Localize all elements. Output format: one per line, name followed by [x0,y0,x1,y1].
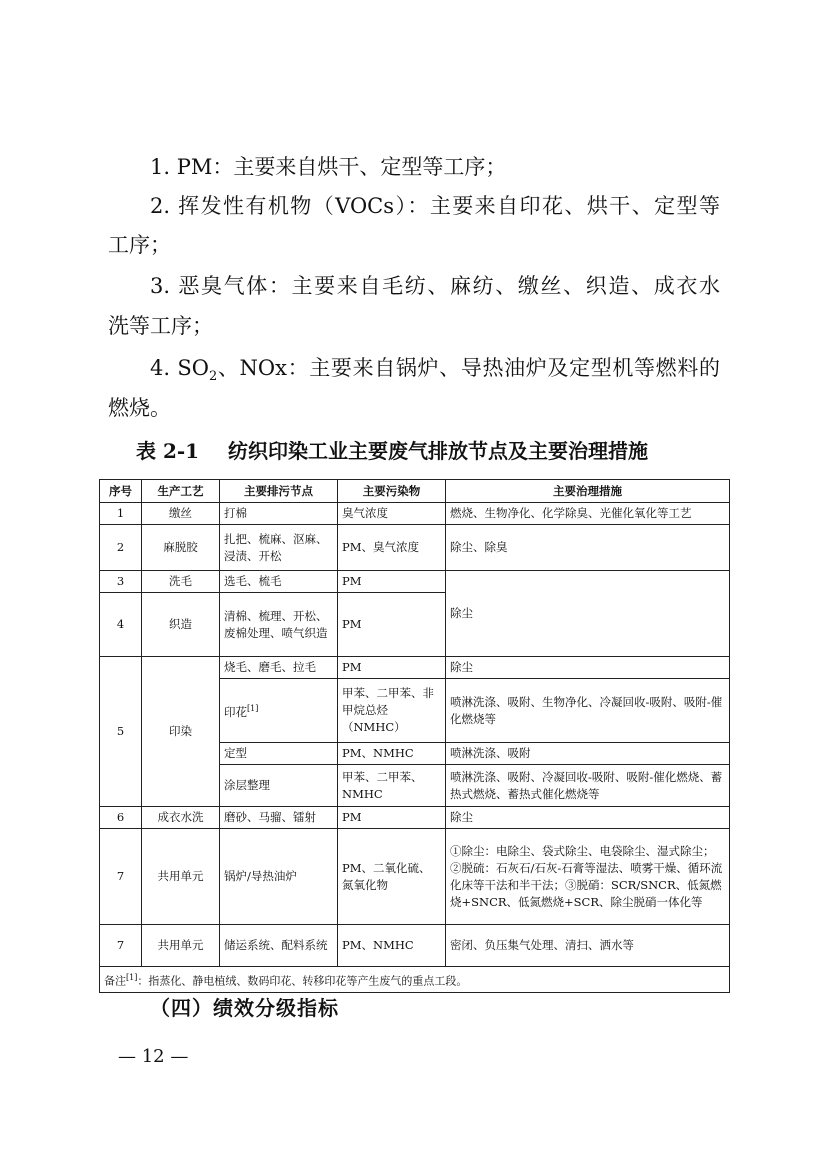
cell-process: 缴丝 [142,503,220,525]
paragraph-3: 3. 恶臭气体：主要来自毛纺、麻纺、缴丝、织造、成衣水 [150,274,720,298]
cell-pollutant: PM、NMHC [338,925,446,967]
cell-process: 洗毛 [142,571,220,593]
header-cell: 生产工艺 [142,480,220,503]
cell-node: 定型 [220,743,338,765]
cell-process: 共用单元 [142,829,220,925]
page-number: — 12 — [118,1046,189,1067]
cell-pollutant: PM [338,807,446,829]
cell-node: 涂层整理 [220,765,338,807]
table-title: 纺织印染工业主要废气排放节点及主要治理措施 [228,439,648,463]
cell-measure: 除尘 [446,571,730,657]
cell-process: 共用单元 [142,925,220,967]
cell-process: 麻脱胶 [142,525,220,571]
cell-measure: ①除尘：电除尘、袋式除尘、电袋除尘、湿式除尘；②脱硫：石灰石/石灰-石膏等湿法、喷雾干燥、循环流化床等干法和半干法；③脱硝：SCR/SNCR、低氮燃烧+SNCR、低氮燃烧+SCR、除尘脱硝一体化等 [446,829,730,925]
table-header-row [100,480,730,503]
paragraph-2: 2. 挥发性有机物（VOCs）：主要来自印花、烘干、定型等 [150,194,720,218]
paragraph-1: 1. PM：主要来自烘干、定型等工序； [150,155,507,179]
cell-no: 1 [100,503,142,525]
table-row [100,571,730,593]
cell-measure: 喷淋洗涤、吸附、生物净化、冷凝回收-吸附、吸附-催化燃烧等 [446,679,730,743]
table-row [100,503,730,525]
cell-node: 打棉 [220,503,338,525]
cell-node: 清棉、梳理、开松、废棉处理、喷气织造 [220,593,338,657]
cell-pollutant: PM、臭气浓度 [338,525,446,571]
cell-no: 7 [100,925,142,967]
cell-node: 储运系统、配料系统 [220,925,338,967]
cell-pollutant: PM [338,571,446,593]
table-note: 备注[1]：指蒸化、静电植绒、数码印花、转移印花等产生废气的重点工段。 [100,967,730,993]
paragraph-3-cont: 洗等工序； [108,314,213,338]
cell-measure: 喷淋洗涤、吸附 [446,743,730,765]
header-cell: 主要排污节点 [220,480,338,503]
cell-measure: 除尘 [446,657,730,679]
cell-node: 印花[1] [220,679,338,743]
header-cell: 主要污染物 [338,480,446,503]
footnote-marker: [1] [126,973,138,982]
cell-pollutant: PM [338,593,446,657]
cell-node: 烧毛、磨毛、拉毛 [220,657,338,679]
paragraph-4: 4. $SO_2$、NOx：主要来自锅炉、导热油炉及定型机等燃料的 [150,356,720,385]
cell-measure: 除尘 [446,807,730,829]
emissions-table [99,479,730,993]
table-row [100,525,730,571]
header-cell: 主要治理措施 [446,480,730,503]
cell-node: 磨砂、马骝、镭射 [220,807,338,829]
cell-pollutant: PM、二氧化硫、氮氧化物 [338,829,446,925]
cell-node: 锅炉/导热油炉 [220,829,338,925]
cell-measure: 除尘、除臭 [446,525,730,571]
cell-no: 5 [100,657,142,807]
cell-pollutant: 甲苯、二甲苯、NMHC [338,765,446,807]
cell-no: 2 [100,525,142,571]
cell-process: 印染 [142,657,220,807]
section-heading: （四）绩效分级指标 [150,996,339,1020]
cell-no: 4 [100,593,142,657]
cell-process: 成衣水洗 [142,807,220,829]
cell-no: 7 [100,829,142,925]
table-row [100,807,730,829]
paragraph-4-cont: 燃烧。 [108,396,171,420]
table-row [100,925,730,967]
table-caption [136,435,648,464]
cell-measure: 燃烧、生物净化、化学除臭、光催化氧化等工艺 [446,503,730,525]
cell-process: 织造 [142,593,220,657]
table-number: 表 2-1 [136,439,200,463]
cell-pollutant: PM、NMHC [338,743,446,765]
cell-no: 6 [100,807,142,829]
cell-pollutant: 甲苯、二甲苯、非甲烷总烃（NMHC） [338,679,446,743]
table-row [100,829,730,925]
footnote-marker: [1] [247,704,259,714]
table-note-row [100,967,730,993]
paragraph-2-cont: 工序； [108,233,171,257]
cell-node: 扎把、梳麻、沤麻、浸渍、开松 [220,525,338,571]
cell-node: 选毛、梳毛 [220,571,338,593]
header-cell: 序号 [100,480,142,503]
table-row [100,657,730,679]
cell-measure: 密闭、负压集气处理、清扫、洒水等 [446,925,730,967]
cell-measure: 喷淋洗涤、吸附、冷凝回收-吸附、吸附-催化燃烧、蓄热式燃烧、蓄热式催化燃烧等 [446,765,730,807]
cell-pollutant: 臭气浓度 [338,503,446,525]
cell-no: 3 [100,571,142,593]
cell-pollutant: PM [338,657,446,679]
